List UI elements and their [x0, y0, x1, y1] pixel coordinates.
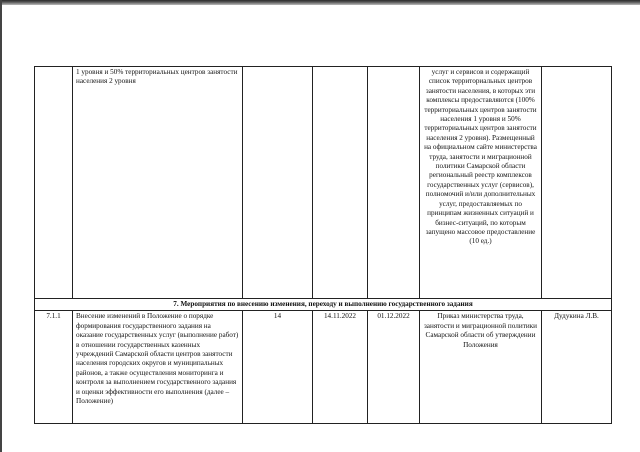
expected-result: услуг и сервисов и содержащий список территориальных центров занятости населения, в которых эти комплексы предоставляются (100% территориальных центров занятости населения 1 уровня и 50% территориальных центров занятости населения 2 уровня). Размещенный на официальном сайте министерства труда, занятости и миграционной политики Самарской области региональный реестр комплексов государственных услуг (сервисов), полномочий и/или дополнительных услуг, предоставляемых по принципам жизненных ситуаций и бизнес-ситуаций, по которым запущено массовое предоставление (10 ед.): [420, 67, 542, 299]
section-heading: 7. Мероприятия по внесению изменения, переходу и выполнению государственного задания: [35, 299, 612, 311]
duration-cell: 14: [243, 311, 313, 424]
expected-result: Приказ министерства труда, занятости и миграционной политики Самарской области об утверждении Положения: [420, 311, 542, 424]
table-row: [35, 311, 612, 424]
plan-table: [34, 66, 612, 424]
row-number: 7.1.1: [35, 311, 73, 424]
end-date: 01.12.2022: [368, 311, 420, 424]
table-row: [35, 67, 612, 299]
section-row: [35, 299, 612, 311]
task-description: 1 уровня и 50% территориальных центров занятости населения 2 уровня: [73, 67, 243, 299]
start-date: [313, 67, 368, 299]
responsible-person: Дудукина Л.В.: [542, 311, 612, 424]
responsible-person: [542, 67, 612, 299]
task-description: Внесение изменений в Положение о порядке формирования государственного задания на оказание государственных услуг (выполнение работ) в отношении государственных казенных учреждений Самарской области центров занятости населения городских округов и муниципальных районов, а также осуществления мониторинга и контроля за выполнением государственного задания и оценки эффективности его выполнения (далее – Положение): [73, 311, 243, 424]
duration-cell: [243, 67, 313, 299]
scan-top-edge: [0, 0, 640, 5]
row-number: [35, 67, 73, 299]
scan-left-edge: [0, 0, 2, 452]
start-date: 14.11.2022: [313, 311, 368, 424]
end-date: [368, 67, 420, 299]
